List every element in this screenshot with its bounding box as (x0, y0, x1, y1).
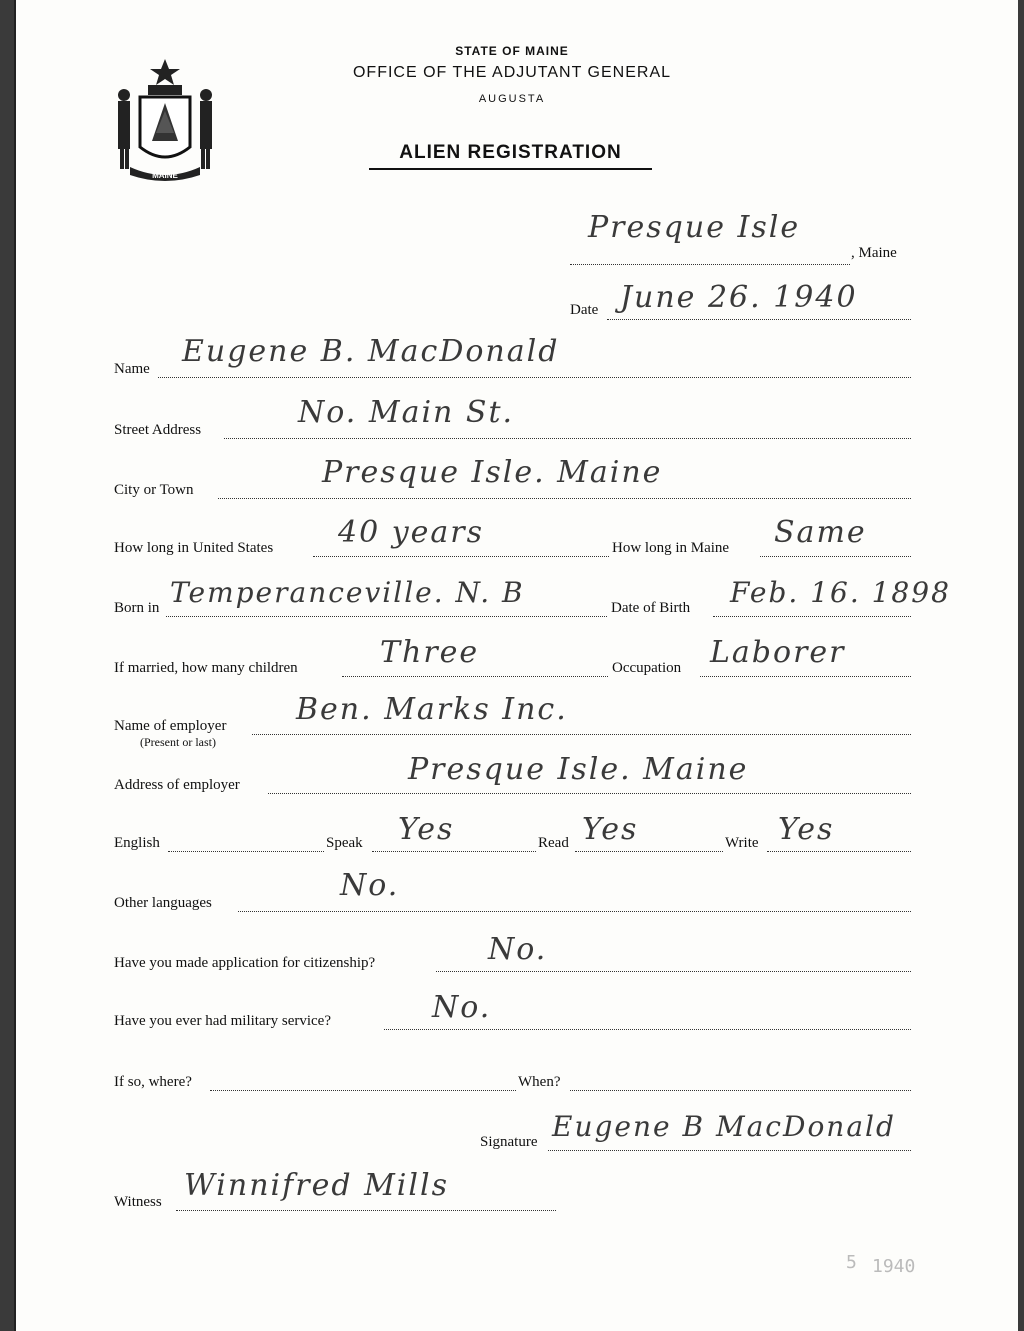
witness-value: Winnifred Mills (184, 1168, 449, 1203)
seal-text: MAINE (152, 171, 178, 180)
witness-line (176, 1210, 556, 1211)
children-value: Three (380, 635, 480, 670)
street-line (224, 438, 911, 439)
employer-label: Name of employer (114, 718, 227, 734)
when-line (570, 1090, 911, 1091)
name-value: Eugene B. MacDonald (182, 334, 560, 369)
city-label: City or Town (114, 482, 194, 498)
occupation-value: Laborer (710, 635, 846, 670)
witness-label: Witness (114, 1194, 162, 1210)
children-label: If married, how many children (114, 660, 298, 676)
date-of-birth-value: Feb. 16. 1898 (730, 576, 951, 609)
english-line (168, 851, 324, 852)
children-line (342, 676, 608, 677)
how-long-maine-value: Same (774, 515, 867, 550)
stamp-year: 1940 (872, 1256, 916, 1277)
occupation-line (700, 676, 911, 677)
employer-address-label: Address of employer (114, 777, 240, 793)
employer-line (252, 734, 911, 735)
street-value: No. Main St. (298, 395, 515, 430)
read-value: Yes (582, 812, 639, 847)
english-label: English (114, 835, 160, 851)
other-languages-label: Other languages (114, 895, 212, 911)
speak-label: Speak (326, 835, 363, 851)
name-line (158, 377, 911, 378)
citizenship-label: Have you made application for citizenship? (114, 955, 376, 971)
when-label: When? (518, 1074, 561, 1090)
place-line (570, 264, 850, 265)
occupation-label: Occupation (612, 660, 682, 676)
header-city: AUGUSTA (478, 93, 546, 105)
other-languages-value: No. (340, 868, 400, 903)
military-line (384, 1029, 911, 1030)
date-label: Date (570, 302, 599, 318)
military-label: Have you ever had military service? (114, 1013, 331, 1029)
employer-note: (Present or last) (140, 735, 216, 749)
where-line (210, 1090, 516, 1091)
speak-value: Yes (398, 812, 455, 847)
how-long-maine-line (760, 556, 911, 557)
born-in-label: Born in (114, 600, 160, 616)
header-state: STATE OF MAINE (455, 44, 569, 58)
how-long-us-label: How long in United States (114, 540, 274, 556)
signature-label: Signature (480, 1134, 538, 1150)
header-office: OFFICE OF THE ADJUTANT GENERAL (352, 64, 672, 81)
date-line (607, 319, 911, 320)
born-in-value: Temperanceville. N. B (170, 576, 525, 609)
signature-line (548, 1150, 911, 1151)
date-value: June 26. 1940 (620, 280, 858, 315)
read-label: Read (538, 835, 569, 851)
stamp-day: 5 (846, 1252, 857, 1273)
form-title: ALIEN REGISTRATION (369, 142, 652, 170)
how-long-us-line (313, 556, 609, 557)
citizenship-value: No. (488, 932, 548, 967)
signature-value: Eugene B MacDonald (552, 1110, 896, 1143)
employer-value: Ben. Marks Inc. (296, 692, 568, 727)
where-label: If so, where? (114, 1074, 192, 1090)
how-long-maine-label: How long in Maine (612, 540, 730, 556)
how-long-us-value: 40 years (338, 515, 485, 550)
write-label: Write (725, 835, 759, 851)
city-value: Presque Isle. Maine (322, 455, 663, 490)
write-value: Yes (778, 812, 835, 847)
military-value: No. (432, 990, 492, 1025)
place-value: Presque Isle (588, 210, 801, 245)
write-line (767, 851, 911, 852)
date-of-birth-line (713, 616, 911, 617)
street-label: Street Address (114, 422, 202, 438)
employer-address-value: Presque Isle. Maine (408, 752, 749, 787)
speak-line (372, 851, 536, 852)
name-label: Name (114, 361, 150, 377)
read-line (575, 851, 723, 852)
employer-address-line (268, 793, 911, 794)
citizenship-line (436, 971, 911, 972)
date-of-birth-label: Date of Birth (611, 600, 691, 616)
city-line (218, 498, 911, 499)
other-languages-line (238, 911, 911, 912)
born-in-line (166, 616, 607, 617)
maine-label: , Maine (851, 245, 897, 261)
